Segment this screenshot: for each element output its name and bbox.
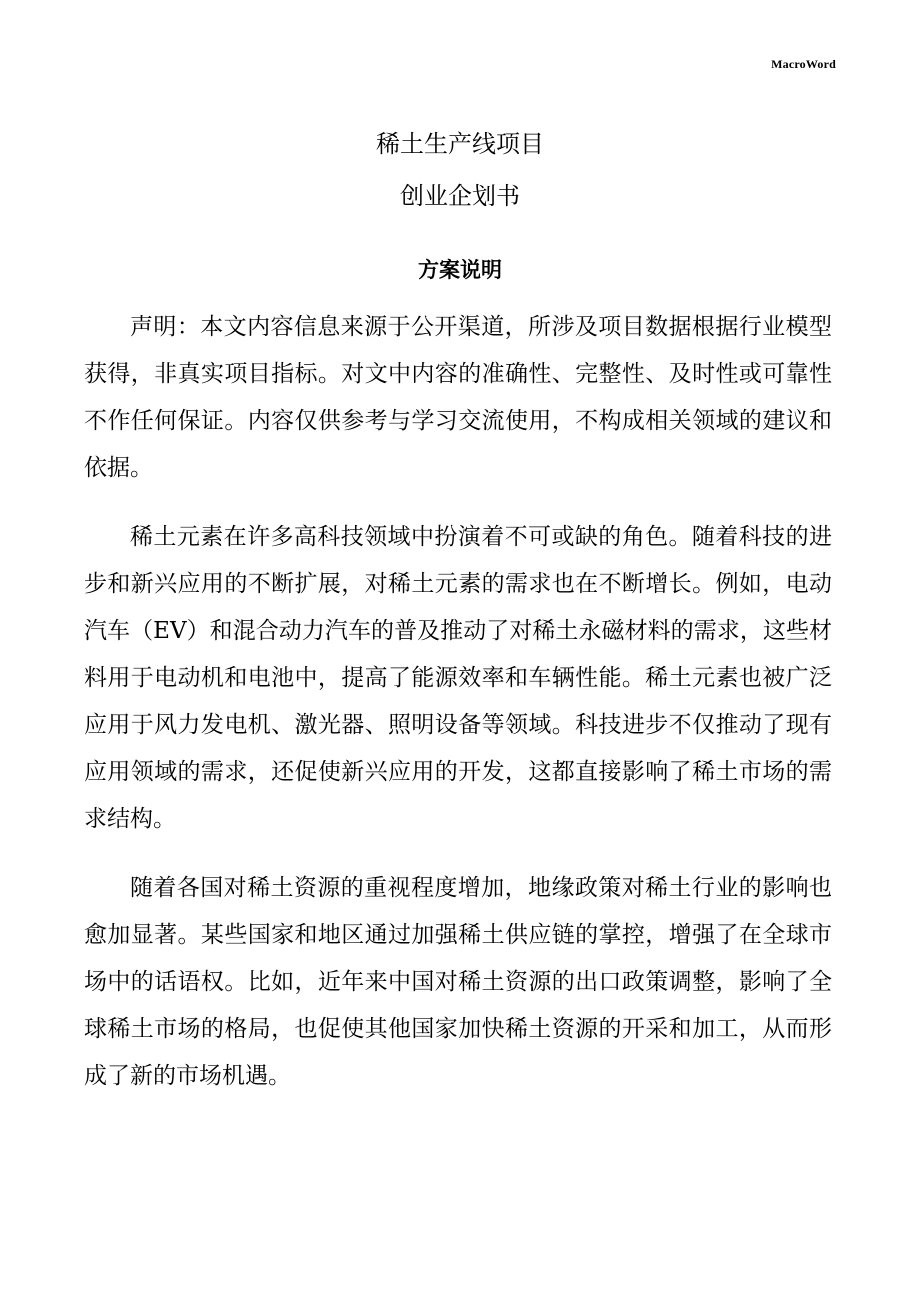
body-text [84,304,832,1122]
paragraph-disclaimer: 声明：本文内容信息来源于公开渠道，所涉及项目数据根据行业模型获得，非真实项目指标。对文中内容的准确性、完整性、及时性或可靠性不作任何保证。内容仅供参考与学习交流使用，不构成相关领域的建议和依据。 [84,314,832,481]
document-title [0,118,920,222]
paragraph-geopolitics: 随着各国对稀土资源的重视程度增加，地缘政策对稀土行业的影响也愈加显著。某些国家和地区通过加强稀土供应链的掌控，增强了在全球市场中的话语权。比如，近年来中国对稀土资源的出口政策调整，影响了全球稀土市场的格局，也促使其他国家加快稀土资源的开采和加工，从而形成了新的市场机遇。 [84,875,832,1089]
header-brand: MacroWord [771,57,836,71]
title-line-1: 稀土生产线项目 [376,130,544,158]
title-line-2: 创业企划书 [400,182,520,210]
paragraph-tech-demand: 稀土元素在许多高科技领域中扮演着不可或缺的角色。随着科技的进步和新兴应用的不断扩展，对稀土元素的需求也在不断增长。例如，电动汽车（EV）和混合动力汽车的普及推动了对稀土永磁材料的需求，这些材料用于电动机和电池中，提高了能源效率和车辆性能。稀土元素也被广泛应用于风力发电机、激光器、照明设备等领域。科技进步不仅推动了现有应用领域的需求，还促使新兴应用的开发，这都直接影响了稀土市场的需求结构。 [84,524,832,832]
section-heading: 方案说明 [418,258,502,282]
